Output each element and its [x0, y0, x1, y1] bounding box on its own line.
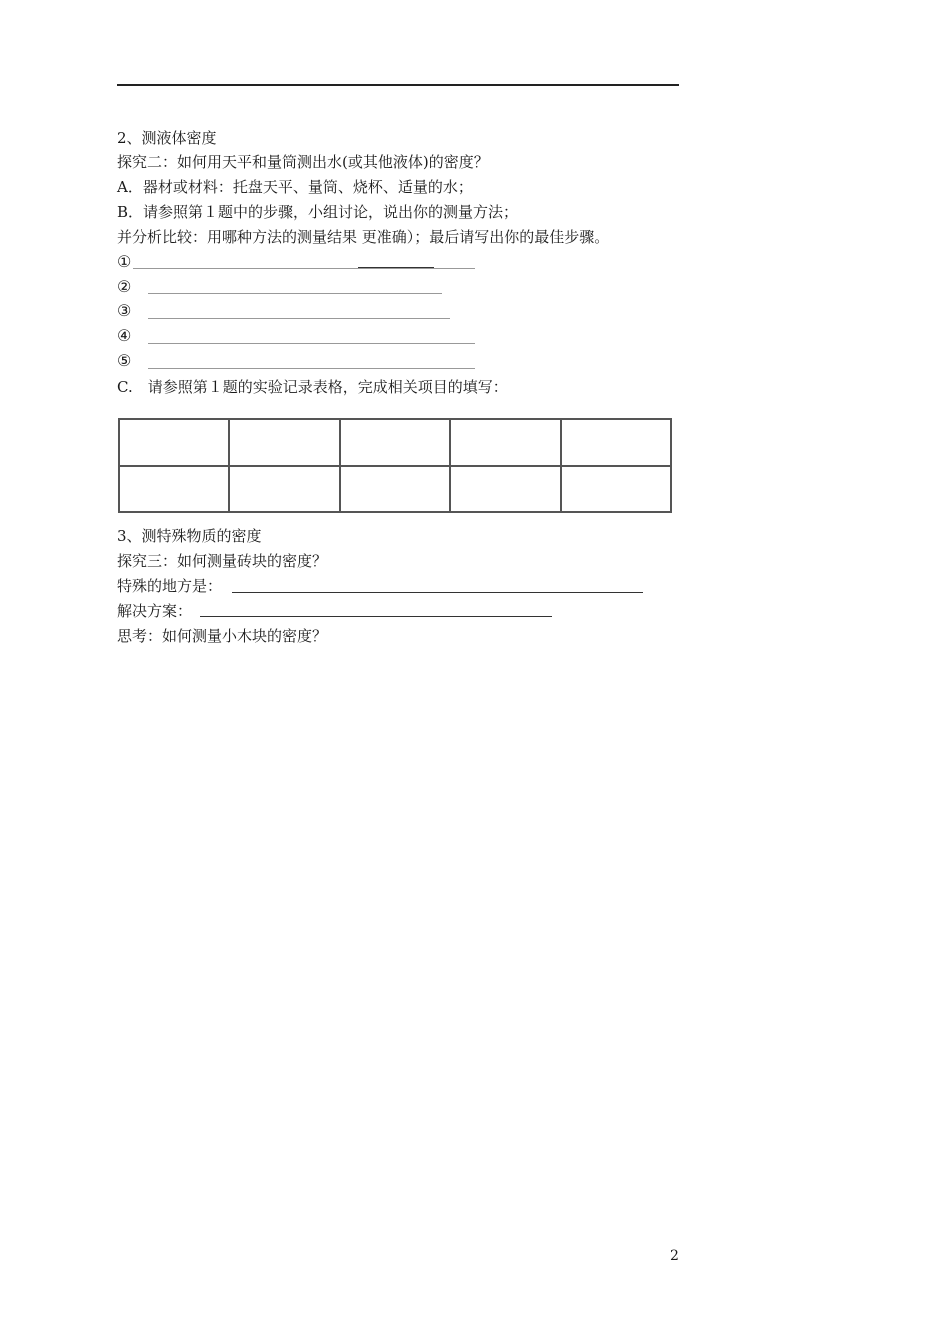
step-3-answer-line[interactable] — [148, 318, 450, 319]
special-point-label: 特殊的地方是： — [117, 577, 223, 595]
table-cell[interactable] — [450, 419, 560, 466]
step-5-answer-line[interactable] — [148, 368, 475, 369]
record-table — [118, 418, 672, 513]
table-cell[interactable] — [561, 419, 671, 466]
table-cell[interactable] — [229, 419, 339, 466]
item-b-method: B．请参照第１题中的步骤，小组讨论，说出你的测量方法； — [117, 203, 519, 221]
item-c-table-instruction: C. 请参照第１题的实验记录表格，完成相关项目的填写： — [117, 378, 508, 396]
step-1-answer-line-dark — [358, 267, 434, 268]
table-cell[interactable] — [229, 466, 339, 513]
step-2-answer-line[interactable] — [148, 293, 442, 294]
step-4-answer-line[interactable] — [148, 343, 475, 344]
table-cell[interactable] — [561, 466, 671, 513]
section2-heading: 2、测液体密度 — [117, 129, 217, 147]
top-answer-line — [117, 84, 679, 86]
solution-label: 解决方案： — [117, 602, 193, 620]
item-a-equipment: A．器材或材料：托盘天平、量筒、烧杯、适量的水； — [117, 178, 473, 196]
step-1-answer-line[interactable] — [133, 268, 475, 269]
inquiry3-question: 探究三：如何测量砖块的密度？ — [117, 552, 328, 570]
page-number: 2 — [670, 1248, 679, 1264]
step-4-marker: ④ — [117, 326, 132, 345]
analysis-instruction: 并分析比较：用哪种方法的测量结果 更准确）；最后请写出你的最佳步骤。 — [117, 228, 610, 246]
table-cell[interactable] — [119, 419, 229, 466]
step-5-marker: ⑤ — [117, 351, 132, 370]
section3-heading: 3、测特殊物质的密度 — [117, 527, 262, 545]
table-cell[interactable] — [450, 466, 560, 513]
solution-answer-line[interactable] — [200, 616, 552, 617]
table-row — [119, 466, 671, 513]
table-cell[interactable] — [340, 466, 450, 513]
inquiry2-question: 探究二：如何用天平和量筒测出水(或其他液体)的密度？ — [117, 153, 489, 171]
table-cell[interactable] — [119, 466, 229, 513]
table-row — [119, 419, 671, 466]
step-2-marker: ② — [117, 277, 132, 296]
step-3-marker: ③ — [117, 301, 132, 320]
table-cell[interactable] — [340, 419, 450, 466]
step-1-marker: ① — [117, 252, 132, 271]
think-question: 思考：如何测量小木块的密度？ — [117, 627, 328, 645]
special-point-answer-line[interactable] — [232, 592, 643, 593]
